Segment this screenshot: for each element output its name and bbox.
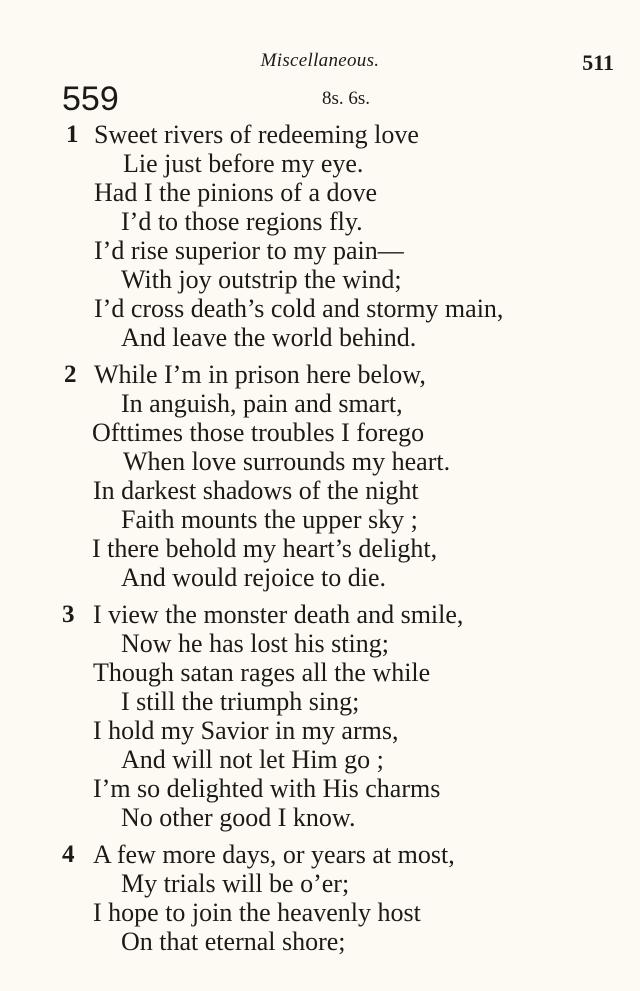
verse-line: I there behold my heart’s delight, (92, 534, 438, 563)
stanza-number: 1 (66, 121, 79, 148)
verse-line: With joy outstrip the wind; (121, 265, 402, 294)
verse-line: My trials will be o’er; (121, 869, 350, 898)
verse-line: And would rejoice to die. (121, 563, 386, 592)
running-title: Miscellaneous. (260, 50, 380, 71)
verse-line: I still the triumph sing; (121, 687, 360, 716)
verse-line: Ofttimes those troubles I forego (92, 418, 425, 447)
verse-line: Though satan rages all the while (93, 658, 431, 687)
verse-line: When love surrounds my heart. (123, 447, 451, 476)
verse-line: I’d to those regions fly. (121, 207, 363, 236)
verse-line: Now he has lost his sting; (121, 629, 389, 658)
stanza-number: 4 (62, 841, 75, 868)
verse-line: Lie just before my eye. (123, 149, 364, 178)
verse-line: I hold my Savior in my arms, (93, 716, 399, 745)
hymn-number: 559 (62, 80, 119, 118)
stanza-number: 3 (62, 601, 75, 628)
verse-line: In darkest shadows of the night (93, 476, 419, 505)
verse-line: In anguish, pain and smart, (121, 389, 403, 418)
page-number: 511 (582, 50, 614, 75)
verse-line: I’d cross death’s cold and stormy main, (94, 294, 504, 323)
verse-line: Sweet rivers of redeeming love (94, 120, 419, 149)
verse-line: I’m so delighted with His charms (93, 774, 441, 803)
verse-line: While I’m in prison here below, (94, 360, 426, 389)
verse-line: Had I the pinions of a dove (94, 178, 378, 207)
verse-line: No other good I know. (121, 803, 356, 832)
verse-line: A few more days, or years at most, (93, 840, 455, 869)
verse-line: I’d rise superior to my pain— (94, 236, 404, 265)
verse-line: Faith mounts the upper sky ; (121, 505, 418, 534)
hymn-meter: 8s. 6s. (322, 88, 371, 109)
verse-line: I view the monster death and smile, (93, 600, 464, 629)
stanza-number: 2 (64, 361, 77, 388)
verse-line: And leave the world behind. (121, 323, 417, 352)
verse-line: And will not let Him go ; (121, 745, 384, 774)
verse-line: I hope to join the heavenly host (93, 898, 421, 927)
verse-line: On that eternal shore; (121, 927, 346, 956)
